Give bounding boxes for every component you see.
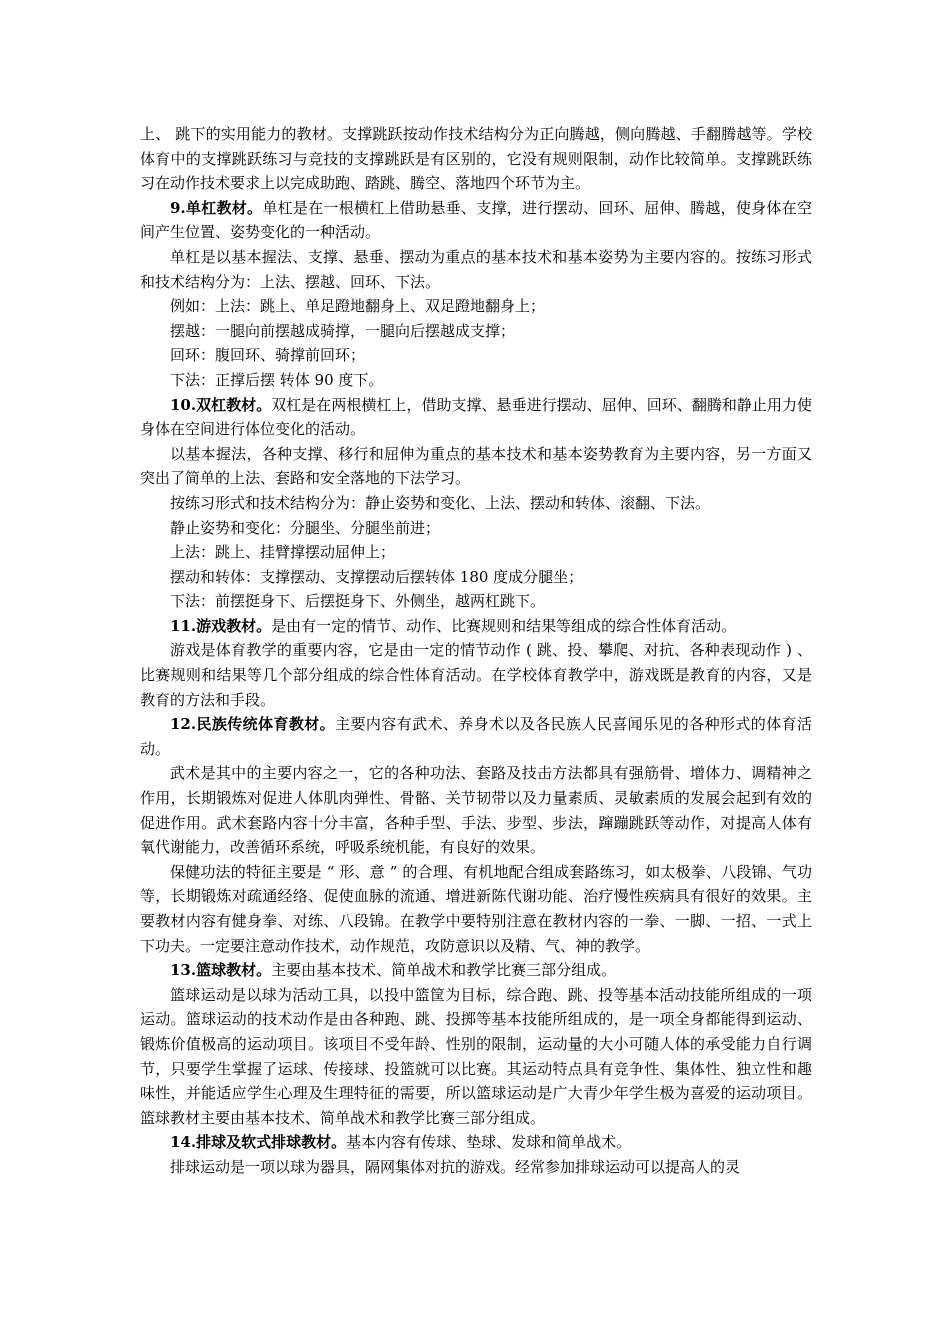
paragraph-text: 主要内容有武术、养身术以及各民族人民喜闻乐见的各种形式的体育活动。 <box>140 715 812 758</box>
paragraph <box>140 860 812 958</box>
paragraph-text: 游戏是体育教学的重要内容，它是由一定的情节动作 ( 跳、投、攀爬、对抗、各种表现动作 ) 、比赛规则和结果等几个部分组成的综合性体育活动。在学校体育教学中，游戏既是教育的内容，又是教育的方法和手段。 <box>140 641 812 709</box>
paragraph-text: 静止姿势和变化：分腿坐、分腿坐前进； <box>170 518 441 537</box>
paragraph-text: 以基本握法，各种支撑、移行和屈伸为重点的基本技术和基本姿势教育为主要内容，另一方面又突出了简单的上法、套路和安全落地的下法学习。 <box>140 444 812 488</box>
document-page <box>140 122 812 1180</box>
paragraph <box>140 196 812 245</box>
paragraph <box>140 491 812 516</box>
paragraph <box>140 245 812 294</box>
paragraph <box>140 319 812 344</box>
paragraph-text: 排球运动是一项以球为器具，隔网集体对抗的游戏。经常参加排球运动可以提高人的灵 <box>170 1157 741 1176</box>
paragraph <box>140 343 812 368</box>
paragraph-text: 双杠是在两根横杠上，借助支撑、悬垂进行摆动、屈伸、回环、翻腾和静止用力使身体在空间进行体位变化的活动。 <box>140 395 812 439</box>
paragraph-text: 按练习形式和技术结构分为：静止姿势和变化、上法、摆动和转体、滚翻、下法。 <box>170 493 711 512</box>
paragraph <box>140 589 812 614</box>
paragraph-text: 主要由基本技术、简单战术和教学比赛三部分组成。 <box>271 961 617 980</box>
paragraph <box>140 983 812 1131</box>
paragraph-text: 摆动和转体：支撑摆动、支撑摆动后摆转体 180 度成分腿坐； <box>170 567 584 586</box>
paragraph-text: 单杠是在一根横杠上借助悬垂、支撑，进行摆动、回环、屈伸、腾越，使身体在空间产生位置、姿势变化的一种活动。 <box>140 198 812 242</box>
paragraph-text: 基本内容有传球、垫球、发球和简单战术。 <box>346 1133 632 1152</box>
paragraph <box>140 294 812 319</box>
paragraph <box>140 122 812 196</box>
paragraph-text: 例如：上法：跳上、单足蹬地翻身上、双足蹬地翻身上； <box>170 297 546 316</box>
paragraph <box>140 368 812 393</box>
paragraph <box>140 1130 812 1155</box>
paragraph-text: 回环：腹回环、骑撑前回环； <box>170 346 366 365</box>
section-heading: 14.排球及软式排球教材。 <box>170 1133 347 1152</box>
paragraph-text: 上法：跳上、挂臂撑摆动屈伸上； <box>170 543 396 562</box>
paragraph <box>140 393 812 442</box>
paragraph <box>140 442 812 491</box>
paragraph-text: 武术是其中的主要内容之一，它的各种功法、套路及技击方法都具有强筋骨、增体力、调精神之作用，长期锻炼对促进人体肌肉弹性、骨骼、关节韧带以及力量素质、灵敏素质的发展会起到有效的促进作用。武术套路内容十分丰富，各种手型、手法、步型、步法，蹿蹦跳跃等动作，对提高人体有氧代谢能力，改善循环系统，呼吸系统机能，有良好的效果。 <box>140 764 812 857</box>
paragraph-text: 单杠是以基本握法、支撑、悬垂、摆动为重点的基本技术和基本姿势为主要内容的。按练习形式和技术结构分为：上法、摆越、回环、下法。 <box>140 247 812 291</box>
paragraph-text: 摆越：一腿向前摆越成骑撑，一腿向后摆越成支撑； <box>170 321 516 340</box>
paragraph <box>140 516 812 541</box>
section-heading: 9.单杠教材。 <box>170 198 263 217</box>
section-heading: 13.篮球教材。 <box>170 961 272 980</box>
paragraph <box>140 1155 812 1180</box>
paragraph-text: 下法：正撑后摆 转体 90 度下。 <box>170 370 384 389</box>
paragraph <box>140 712 812 761</box>
paragraph <box>140 761 812 859</box>
section-heading: 11.游戏教材。 <box>170 616 272 635</box>
paragraph-text: 上、 跳下的实用能力的教材。支撑跳跃按动作技术结构分为正向腾越，侧向腾越、手翻腾越等。学校体育中的支撑跳跃练习与竞技的支撑跳跃是有区别的，它没有规则限制，动作比较简单。支撑跳跃练习在动作技术要求上以完成助跑、踏跳、腾空、落地四个环节为主。 <box>140 125 812 193</box>
paragraph <box>140 638 812 712</box>
paragraph <box>140 565 812 590</box>
paragraph-text: 下法：前摆挺身下、后摆挺身下、外侧坐，越两杠跳下。 <box>170 592 546 611</box>
paragraph <box>140 614 812 639</box>
paragraph-text: 保健功法的特征主要是 “ 形、意 ” 的合理、有机地配合组成套路练习，如太极拳、八段锦、气功等，长期锻炼对疏通经络、促使血脉的流通、增进新陈代谢功能、治疗慢性疾病具有很好的效果。主要教材内容有健身拳、对练、八段锦。在教学中要特别注意在教材内容的一拳、一脚、一招、一式上下功夫。一定要注意动作技术，动作规范，攻防意识以及精、气、神的教学。 <box>140 862 812 955</box>
paragraph <box>140 540 812 565</box>
paragraph <box>140 958 812 983</box>
section-heading: 12.民族传统体育教材。 <box>170 715 336 734</box>
paragraph-text: 是由有一定的情节、动作、比赛规则和结果等组成的综合性体育活动。 <box>271 616 737 635</box>
paragraph-text: 篮球运动是以球为活动工具，以投中篮筐为目标，综合跑、跳、投等基本活动技能所组成的一项运动。篮球运动的技术动作是由各种跑、跳、投掷等基本技能所组成的，是一项全身都能得到运动、锻炼价值极高的运动项目。该项目不受年龄、性别的限制，运动量的大小可随人体的承受能力自行调节，只要学生掌握了运球、传接球、投篮就可以比赛。其运动特点具有竞争性、集体性、独立性和趣味性，并能适应学生心理及生理特征的需要，所以篮球运动是广大青少年学生极为喜爱的运动项目。篮球教材主要由基本技术、简单战术和教学比赛三部分组成。 <box>140 985 812 1127</box>
section-heading: 10.双杠教材。 <box>170 395 272 414</box>
